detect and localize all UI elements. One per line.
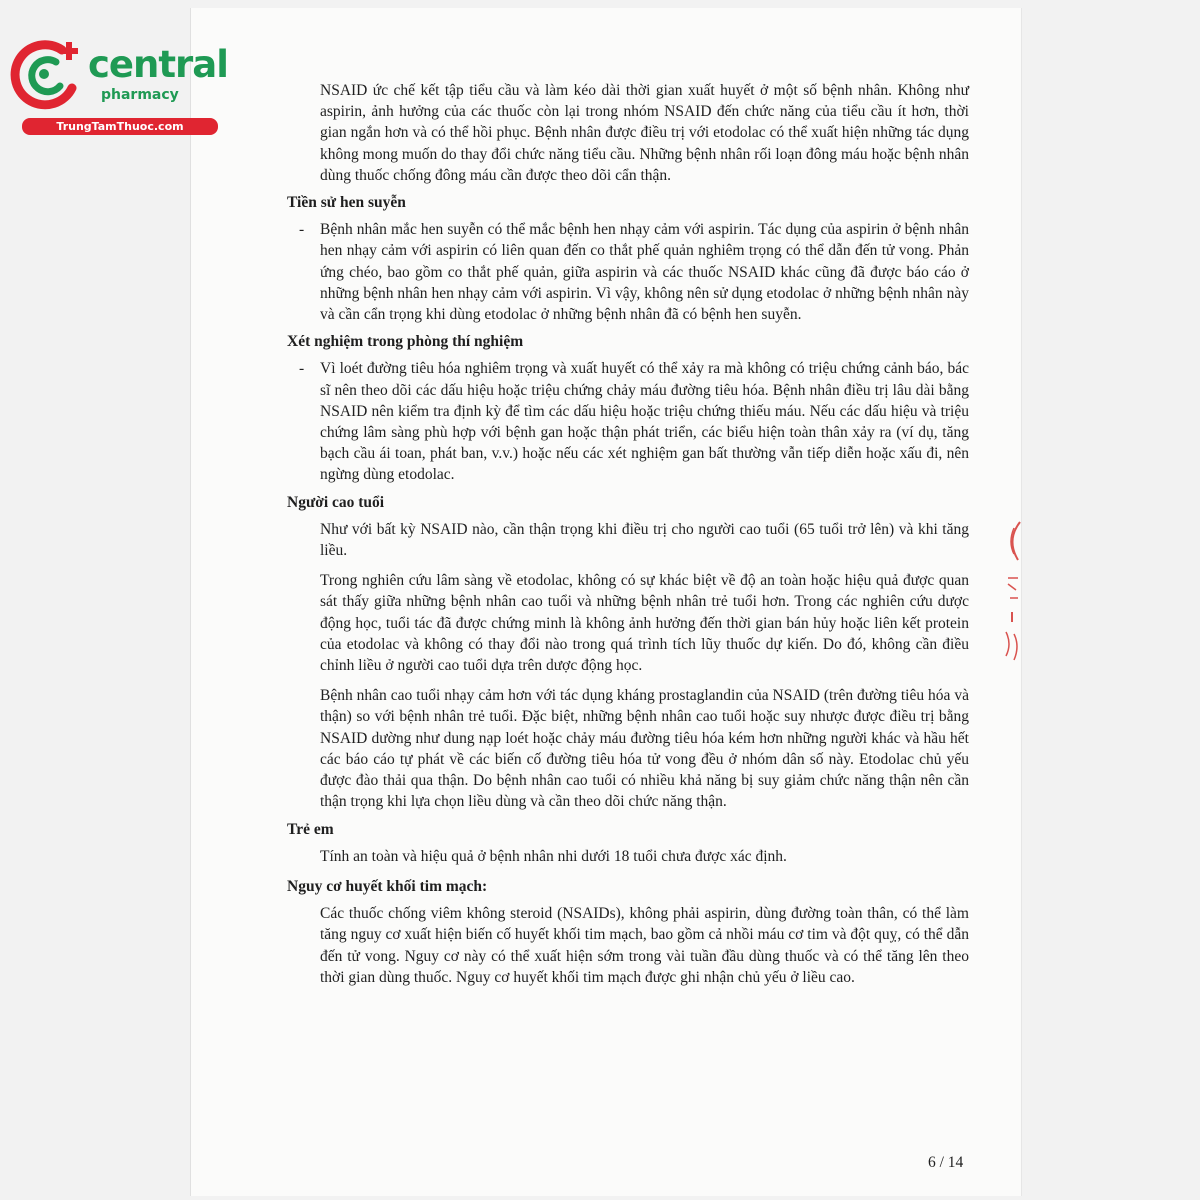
section-heading-elderly: Người cao tuổi	[287, 493, 385, 511]
elderly-paragraph-1: Như với bất kỳ NSAID nào, cần thận trọng khi điều trị cho người cao tuổi (65 tuổi trở lên) và khi tăng liều.	[320, 520, 969, 560]
central-pharmacy-logo[interactable]	[10, 36, 228, 136]
red-stamp-edge-icon	[1000, 520, 1024, 680]
bullet-dash: -	[299, 360, 305, 378]
lab-tests-list-item	[287, 358, 969, 485]
intro-paragraph: NSAID ức chế kết tập tiểu cầu và làm kéo dài thời gian xuất huyết ở một số bệnh nhân. Không như aspirin, ảnh hưởng của các thuốc còn lại trong nhóm NSAID đến chức năng của tiểu cầu ít hơn, thời gian ngắn hơn và có thể hồi phục. Bệnh nhân được điều trị với etodolac có thể xuất hiện những tác dụng không mong muốn do thay đổi chức năng tiểu cầu. Những bệnh nhân rối loạn đông máu hoặc bệnh nhân dùng thuốc chống đông máu cần được theo dõi cẩn thận.	[320, 82, 969, 184]
logo-brand-text: central	[88, 43, 228, 86]
section-heading-lab-tests: Xét nghiệm trong phòng thí nghiệm	[287, 333, 524, 351]
page-number: 6 / 14	[928, 1154, 964, 1171]
children-paragraph: Tính an toàn và hiệu quả ở bệnh nhân nhi dưới 18 tuổi chưa được xác định.	[320, 847, 787, 865]
asthma-list-item	[287, 219, 969, 325]
elderly-paragraph-3: Bệnh nhân cao tuổi nhạy cảm hơn với tác dụng kháng prostaglandin của NSAID (trên đường tiêu hóa và thận) so với bệnh nhân trẻ tuổi. Đặc biệt, những bệnh nhân cao tuổi hoặc suy nhược được điều trị bằng NSAID dường như dung nạp loét hoặc chảy máu đường tiêu hóa kém hơn những người khác và hầu hết các báo cáo tự phát về các biến cố đường tiêu hóa tử vong đều ở nhóm dân số này. Etodolac chủ yếu được đào thải qua thận. Do bệnh nhân cao tuổi có nhiều khả năng bị suy giảm chức năng thận nên cần thận trọng khi lựa chọn liều dùng và cần theo dõi chức năng thận.	[320, 687, 969, 811]
lab-tests-paragraph: Vì loét đường tiêu hóa nghiêm trọng và xuất huyết có thể xảy ra mà không có triệu chứng cảnh báo, bác sĩ nên theo dõi các dấu hiệu hoặc triệu chứng chảy máu đường tiêu hóa. Bệnh nhân điều trị lâu dài bằng NSAID nên kiểm tra định kỳ để tìm các dấu hiệu hoặc triệu chứng thiếu máu. Nếu các dấu hiệu và triệu chứng lâm sàng phù hợp với bệnh gan hoặc thận phát triển, các biểu hiện toàn thân xảy ra (ví dụ, tăng bạch cầu ái toan, phát ban, v.v.) hoặc nếu các xét nghiệm gan bất thường vẫn tiếp diễn hoặc xấu đi, nên ngừng dùng etodolac.	[320, 360, 969, 484]
logo-subtitle-text: pharmacy	[101, 87, 179, 103]
elderly-paragraph-2: Trong nghiên cứu lâm sàng về etodolac, không có sự khác biệt về độ an toàn hoặc hiệu quả được quan sát thấy giữa những bệnh nhân cao tuổi và những bệnh nhân trẻ tuổi hơn. Trong các nghiên cứu dược động học, tuổi tác đã được chứng minh là không ảnh hưởng đến thời gian bán hủy hoặc liên kết protein của etodolac và không có thay đổi nào trong quá trình tích lũy thuốc dự kiến. Do đó, không cần điều chỉnh liều ở người cao tuổi dựa trên dược động học.	[320, 572, 969, 675]
logo-website-banner[interactable]: TrungTamThuoc.com	[22, 118, 218, 135]
bullet-dash: -	[299, 221, 305, 239]
asthma-paragraph: Bệnh nhân mắc hen suyễn có thể mắc bệnh hen nhạy cảm với aspirin. Tác dụng của aspirin ở bệnh nhân hen nhạy cảm với aspirin có liên quan đến co thắt phế quản nghiêm trọng có thể dẫn đến tử vong. Phản ứng chéo, bao gồm co thắt phế quản, giữa aspirin và các thuốc NSAID khác cũng đã được báo cáo ở những bệnh nhân hen nhạy cảm với aspirin. Vì vậy, không nên sử dụng etodolac ở những bệnh nhân này và cần cẩn trọng khi dùng etodolac ở những bệnh nhân đã có bệnh hen suyễn.	[320, 221, 969, 324]
section-heading-asthma: Tiền sử hen suyễn	[287, 194, 406, 212]
cardiovascular-risk-paragraph: Các thuốc chống viêm không steroid (NSAIDs), không phải aspirin, dùng đường toàn thân, có thể làm tăng nguy cơ xuất hiện biến cố huyết khối tim mạch, bao gồm cả nhồi máu cơ tim và đột quỵ, có thể dẫn đến tử vong. Nguy cơ này có thể xuất hiện sớm trong vài tuần đầu dùng thuốc và có thể tăng lên theo thời gian dùng thuốc. Nguy cơ huyết khối tim mạch được ghi nhận chủ yếu ở liều cao.	[320, 905, 969, 986]
section-heading-cardiovascular-risk: Nguy cơ huyết khối tim mạch:	[287, 877, 488, 895]
section-heading-children: Trẻ em	[287, 820, 334, 838]
logo-mark-icon	[10, 36, 90, 116]
document-body	[287, 80, 969, 988]
